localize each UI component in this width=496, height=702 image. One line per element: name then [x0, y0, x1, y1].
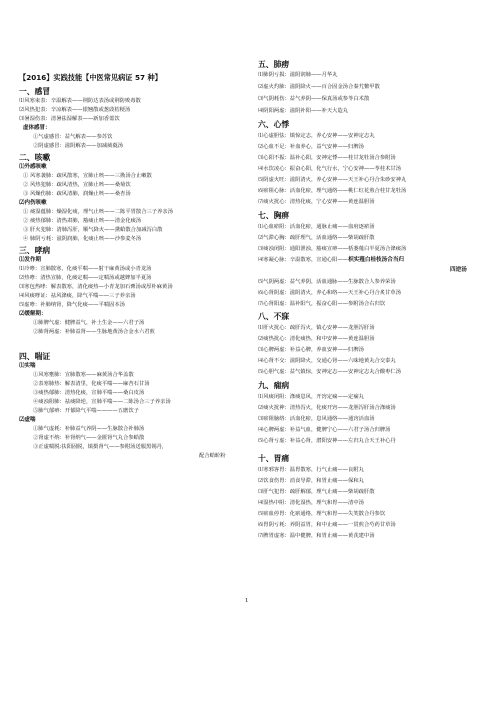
list-item: ⑴肺阴亏损：滋阴润肺——月华丸 [258, 72, 338, 78]
list-item: ⑸阴虚火旺：滋阴清火，养心安神——天王补心丹合朱砂安神丸 [258, 177, 407, 183]
list-item: ⑶瘀阻脑络：活血化瘀，息风通络——通窍活血汤 [258, 416, 375, 422]
list-item: ⑵痰火扰神：清热泻火，化痰开窍——龙胆泻肝汤合涤痰汤 [258, 405, 396, 411]
subheading: ⑵内伤咳嗽 [19, 200, 47, 206]
list-item: ④ 肺阴亏耗：滋阴润肺，化痰止咳——沙参麦冬汤 [23, 236, 142, 242]
list-item: ① 痰湿蕴肺：燥湿化痰，理气止咳——二陈平胃散合三子养亲汤 [23, 209, 173, 215]
list-item: ⑸虚哮：补肺纳肾，降气化痰——平喘固本汤 [19, 302, 125, 308]
list-item: ⑷心脾两虚：补益气血，健脾宁心——六君子汤合归脾汤 [258, 427, 391, 433]
subheading: ⑵缓解期： [19, 311, 47, 317]
list-item: ⑶气阴耗伤：益气养阴——保真汤或参苓白术散 [258, 96, 370, 102]
section-heading: 八、不寐 [258, 312, 290, 321]
list-item: ②肾虚不纳：补肾纳气——金匮肾气丸合参蛤散 [33, 435, 145, 441]
list-item-text: ⑷寒凝心脉：辛温散寒，宣通心阳—— [258, 257, 349, 263]
list-item: ⑺心肾阳虚：温补阳气，振奋心阳——参附汤合右归饮 [258, 301, 386, 307]
page-number: 1 [245, 598, 249, 604]
list-item: ⑺痰火扰心：清热化痰，宁心安神——黄连温胆汤 [258, 199, 375, 205]
list-item: ①风寒壅肺：宣肺散寒——麻黄汤合华盖散 [33, 372, 134, 378]
bold-formula: 四逆汤 [450, 267, 467, 273]
list-item: ⑶暑湿伤表：清暑祛湿解表——新加香薷饮 [19, 116, 120, 122]
list-item: ⑤肺气郁痹：开郁降气平喘————五磨饮子 [33, 408, 139, 414]
list-item: ⑹胃阴亏耗：养阴益胃，和中止痛——一贯煎合芍药甘草汤 [258, 522, 396, 528]
list-item: ⑶痰浊闭阻：通阳泄浊，豁痰宣痹——栝蒌薤白半夏汤合涤痰汤 [258, 246, 407, 252]
subheading: ⑴发作期 [19, 257, 42, 263]
list-item: ③正虚喘脱:扶阳固脱，镇摄肾气——参附汤送服黑锡丹， [33, 444, 168, 450]
list-item: ②表寒肺热：解表清里，化痰平喘——麻杏石甘汤 [33, 381, 150, 387]
list-item: 配合蛤蚧粉 [199, 453, 226, 459]
list-item: ⑶寒包热哮：解表散寒，清化痰热—小青龙加石膏汤或厚朴麻黄汤 [19, 284, 173, 290]
list-item: ⑴冷哮：宣肺散寒，化痰平喘——射干麻黄汤或小青龙汤 [19, 266, 152, 272]
subheading: 虚体感冒： [23, 125, 51, 131]
list-item: ⑷心肾不交：滋阴降火，交通心肾——六味地黄丸合交泰丸 [258, 358, 396, 364]
list-item: ⑷湿热中阻：清化湿热，理气和胃——清中汤 [258, 500, 364, 506]
list-item: ② 风热犯肺：疏风清热，宣肺止咳——桑菊饮 [23, 182, 131, 188]
list-item: ⑴风寒束表：辛温解表——荆防达表汤或荆防败毒散 [19, 98, 141, 104]
subheading: ⑴外感咳嗽 [19, 164, 47, 170]
list-item: ①肺气虚耗：补肺益气养阴——生脉散合补肺汤 [33, 426, 145, 432]
list-item: ⑵饮食伤胃：消食导滞，和胃止痛——保和丸 [258, 478, 364, 484]
list-item: ⑷阴阳两虚：滋阴补阳——补天大造丸 [258, 108, 349, 114]
page-title: 【2016】实践技能【中医常见病证 57 种】 [19, 73, 162, 82]
section-heading: 四、喘证 [19, 352, 51, 361]
section-heading: 五、肺痨 [258, 60, 290, 69]
subheading: ⑵虚喘 [19, 417, 36, 423]
section-heading: 一、感冒 [19, 87, 51, 96]
list-item: ⑷水饮凌心：振奋心阳，化气行水，宁心安神——苓桂术甘汤 [258, 166, 402, 172]
list-item: ④痰浊阻肺：祛痰降逆，宣肺平喘——二陈汤合三子养亲汤 [33, 399, 171, 405]
list-item: ⑺脾胃虚寒：温中健脾，和胃止痛——黄芪建中汤 [258, 533, 375, 539]
section-heading: 三、哮病 [19, 246, 51, 255]
section-heading: 二、咳嗽 [19, 153, 51, 162]
bold-formula: 枳实薤白桂枝汤合当归 [348, 257, 405, 263]
list-item: ⑸心胆气虚：益气镇惊，安神定志——安神定志丸合酸枣仁汤 [258, 369, 402, 375]
list-item: ⑶肝气犯胃：疏肝解郁，理气止痛——柴胡疏肝散 [258, 489, 375, 495]
subheading: ⑴实喘 [19, 363, 36, 369]
list-item: ⑴肝火扰心：疏肝泻火，镇心安神——龙胆泻肝汤 [258, 325, 375, 331]
list-item: ⑶心阳不振：温补心阳，安神定悸——桂甘龙牡汤合参附汤 [258, 155, 396, 161]
list-item [258, 257, 404, 264]
list-item: ⑶心脾两虚：补益心脾，养血安神——归脾汤 [258, 347, 364, 353]
list-item: ⑵气滞心胸：疏肝理气，活血通络——柴胡疏肝散 [258, 235, 375, 241]
list-item: ⑵热哮：清热宣肺，化痰定喘——定喘汤或越婢加半夏汤 [19, 275, 152, 281]
list-item: ② 痰热郁肺：清热肃肺，豁痰止咳——清金化痰汤 [23, 218, 142, 224]
list-item: ②肺肾两虚：补肺益肾——生脉地黄汤合金水六君煎 [33, 329, 155, 335]
list-item: ⑴寒邪客胃：温胃散寒，行气止痛——良附丸 [258, 467, 364, 473]
list-item: ⑸心肾亏虚：补益心肾，潜阳安神——左归丸合天王补心丹 [258, 438, 396, 444]
list-item: ⑹心肾阴虚：滋阴清火，养心和络——天王补心丹合炙甘草汤 [258, 290, 402, 296]
list-item: ⑸瘀血停胃：化瘀通络，理气和胃——失笑散合丹参饮 [258, 511, 386, 517]
list-item: ① 风寒袭肺：疏风散寒，宣肺止咳——三拗汤合止嗽散 [23, 173, 152, 179]
list-item: ⑹瘀阻心脉：活血化瘀，理气通络——桃仁红花煎合桂甘龙牡汤 [258, 188, 407, 194]
list-item: ⑵心血不足：补血养心，益气安神——归脾汤 [258, 144, 364, 150]
section-heading: 十、胃痛 [258, 454, 290, 463]
list-item: ②阴虚感冒：滋阴解表——加减葳蕤汤 [33, 143, 124, 149]
section-heading: 六、心悸 [258, 120, 290, 129]
list-item: ⑷风痰哮证：祛风涤痰，降气平喘——三子养亲汤 [19, 293, 136, 299]
list-item: ①肺脾气虚：健脾益气，补土生金——六君子汤 [33, 320, 145, 326]
list-item: ③痰热郁肺：清热化痰，宣肺平喘——桑白皮汤 [33, 390, 145, 396]
list-item: ⑵风热犯表：辛凉解表——银翘散或葱豉桔梗汤 [19, 107, 131, 113]
list-item: ③ 肝火犯肺：清肺泻肝，顺气降火——黛蛤散合加减泻白散 [23, 227, 163, 233]
list-item: ⑵痰热扰心：清化痰热，和中安神——黄连温胆汤 [258, 336, 375, 342]
list-item: ①气虚感冒：益气解表——参苏饮 [33, 134, 113, 140]
section-heading: 九、痫病 [258, 381, 290, 390]
section-heading: 七、胸痹 [258, 211, 290, 220]
list-item: ⑴心血瘀阻：活血化瘀，通脉止痛——血府逐瘀汤 [258, 224, 375, 230]
list-item: ⑴心虚胆怯：镇惊定志，养心安神——安神定志丸 [258, 133, 375, 139]
list-item: ⑵虚火灼肺：滋阴降火——百合固金汤合秦艽鳖甲散 [258, 84, 380, 90]
list-item: ③ 风燥伤肺：疏风清肺，润燥止咳——桑杏汤 [23, 191, 131, 197]
list-item: ⑸气阴两虚：益气养阴，活血通脉——生脉散合人参养荣汤 [258, 279, 396, 285]
list-item: ⑴风痰闭阻：涤痰息风，开窍定痫——定痫丸 [258, 394, 364, 400]
